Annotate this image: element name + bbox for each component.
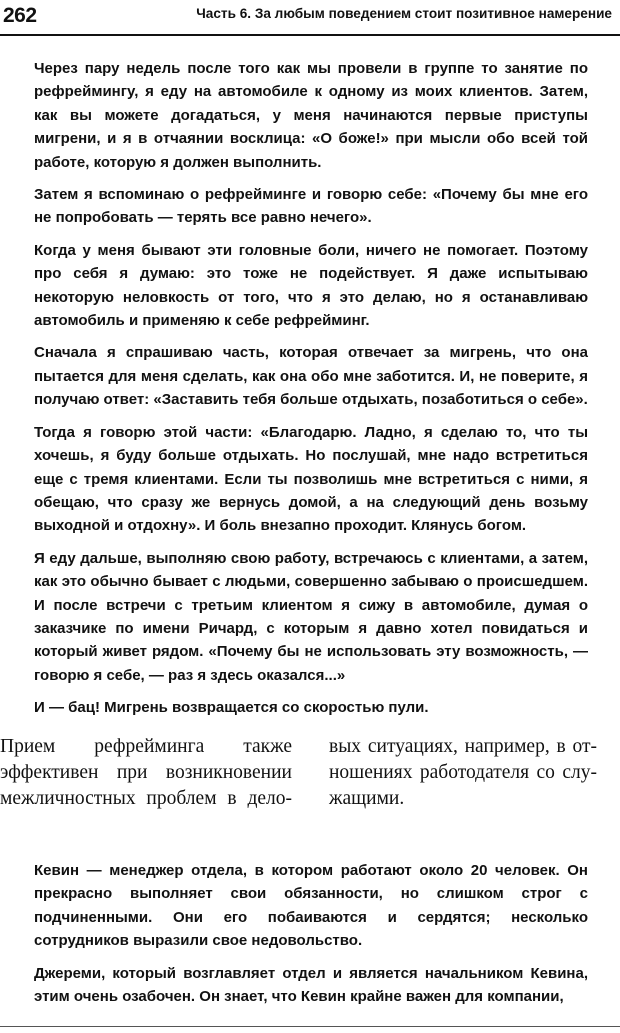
story-paragraph: Сначала я спрашиваю часть, которая отвечает за мигрень, что она пытается для меня сделать, как она обо мне заботится. И, не поверите, я получаю ответ: «Заставить тебя больше отдыхать, позаботиться о себе».: [34, 344, 588, 409]
story-paragraph: Когда у меня бывают эти головные боли, ничего не помогает. Поэтому про себя я думаю: это тоже не подействует. Я даже испытываю некоторую неловкость от того, что я это делаю, но я останавливаю автомобиль и применяю к себе рефрейминг.: [34, 241, 588, 330]
story-paragraph: И — бац! Мигрень возвращается со скоростью пули.: [34, 699, 429, 717]
case-example-block: [34, 859, 588, 1017]
body-text-right-column: [329, 734, 597, 812]
chapter-title: Часть 6. За любым поведением стоит позитивное намерение: [196, 6, 612, 21]
body-text-columns: [0, 734, 620, 814]
example-paragraph: Кевин — менеджер отдела, в котором работают около 20 человек. Он прекрасно выполняет свои обязанности, но слишком строг с подчиненными. Они его побаиваются и сердятся; несколько сотрудников выразили свое недовольство.: [34, 862, 588, 950]
body-text-line: жащими.: [329, 788, 405, 809]
story-paragraph: Тогда я говорю этой части: «Благодарю. Ладно, я сделаю то, что ты хочешь, я буду больше отдыхать. Но послушай, мне надо встретиться еще с тремя клиентами. Если ты позволишь мне встретиться с ними, я обещаю, что сразу же вернусь домой, а на следующий день возьму выходной и отдохну». И боль внезапно проходит. Клянусь богом.: [34, 423, 588, 535]
body-text-line: межличностных проблем в дело-: [0, 788, 292, 809]
body-text-line: Прием рефрейминга также: [0, 736, 292, 757]
body-text-line: эффективен при возникновении: [0, 762, 292, 783]
story-paragraph: Через пару недель после того как мы провели в группе то занятие по рефреймингу, я еду на автомобиле к одному из моих клиентов. Затем, как вы можете догадаться, у меня начинаются первые приступы мигрени, и я в отчаянии восклица: «О боже!» при мысли обо всей той работе, которую я должен выполнить.: [34, 60, 588, 171]
body-text-left-column: [0, 734, 292, 812]
story-paragraph: Я еду дальше, выполняю свою работу, встречаюсь с клиентами, а затем, как это обычно бывает с людьми, совершенно забываю о происшедшем. И после встречи с третьим клиентом я сижу в автомобиле, думая о заказчике по имени Ричард, с которым я давно хотел повидаться и который живет рядом. «Почему бы не использовать эту возможность, — говорю я себе, — раз я здесь оказался...»: [34, 549, 588, 684]
header-divider: [0, 34, 620, 36]
body-text-line: ношениях работодателя со слу-: [329, 762, 597, 783]
case-story-block: [34, 57, 588, 729]
body-text-line: вых ситуациях, например, в от-: [329, 736, 597, 757]
example-paragraph: Джереми, который возглавляет отдел и является начальником Кевина, этим очень озабочен. Он знает, что Кевин крайне важен для компании,: [34, 964, 588, 1006]
page-number: 262: [3, 4, 37, 27]
story-paragraph: Затем я вспоминаю о рефрейминге и говорю себе: «Почему бы мне его не попробовать — терять все равно нечего».: [34, 186, 588, 227]
footer-divider: [0, 1026, 620, 1027]
running-header: [0, 0, 620, 40]
